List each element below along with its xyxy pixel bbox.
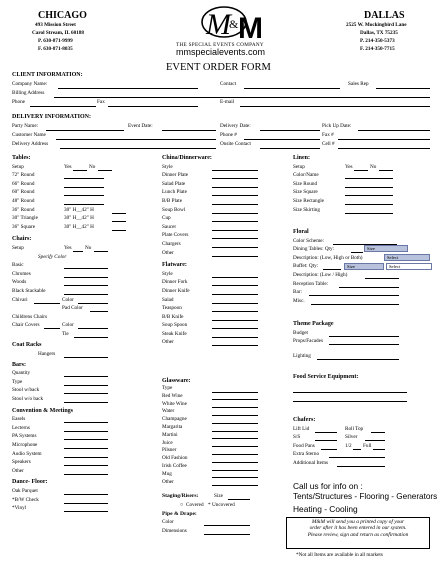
fax-field[interactable]: [108, 106, 198, 107]
buffet-size-dropdown[interactable]: Size: [344, 263, 384, 270]
china-row[interactable]: Salad Plate: [162, 180, 282, 189]
bars-heading: Bars:: [12, 361, 26, 368]
company-label: Company Name:: [12, 81, 48, 87]
hangers-row[interactable]: Hangers: [12, 350, 150, 359]
china-heading: China/Dinnerware:: [162, 155, 212, 161]
glassware-row[interactable]: White Wine: [162, 401, 282, 409]
column-middle: [162, 154, 282, 347]
desc1-row[interactable]: Description: (Low, High or Both): [293, 254, 363, 261]
chair-row[interactable]: Basic: [12, 261, 150, 270]
chair-pad-row[interactable]: Pad Color: [12, 304, 150, 313]
delivery-phone-label: Phone #: [220, 132, 237, 138]
chafer-row[interactable]: Lift Lid Roll Top: [293, 425, 433, 434]
glassware-row[interactable]: Irish Coffee: [162, 463, 282, 471]
svg-text:M: M: [238, 12, 263, 42]
convention-row[interactable]: Lecterns: [12, 424, 150, 433]
flatware-row[interactable]: Salad: [162, 296, 282, 305]
lighting-row[interactable]: Lighting: [293, 352, 433, 361]
delivery-address-label: Delivery Address: [12, 141, 49, 147]
linen-row[interactable]: Size Rectangle: [293, 197, 433, 206]
column-left: [12, 154, 150, 513]
table-row[interactable]: 48" Round: [12, 197, 150, 206]
dance-row[interactable]: *Vinyl: [12, 504, 150, 513]
china-row[interactable]: Soup Bowl: [162, 206, 282, 215]
glassware-row[interactable]: Pilsner: [162, 447, 282, 455]
delivery-date-field[interactable]: [260, 130, 320, 131]
glassware-row[interactable]: Type: [162, 385, 282, 393]
theme-heading: Theme Package: [293, 321, 334, 327]
flatware-row[interactable]: Teaspoon: [162, 304, 282, 313]
chair-row[interactable]: Chivari Color: [12, 296, 150, 305]
misc-row[interactable]: Misc.: [293, 297, 433, 306]
coat-racks-heading: Coat Racks: [12, 342, 42, 349]
svg-text:M: M: [206, 8, 231, 41]
china-row[interactable]: B/B Plate: [162, 197, 282, 206]
linen-heading: Linen:: [293, 155, 311, 161]
note-line2: order after it has been entered in our system.: [309, 525, 407, 532]
chafer-row[interactable]: Food Pans 1/2 Full: [293, 442, 433, 451]
contact-label: Contact: [220, 81, 237, 87]
chair-row[interactable]: Black Stackable: [12, 287, 150, 296]
flatware-row[interactable]: Steak Knife: [162, 330, 282, 339]
convention-row[interactable]: Easels: [12, 415, 150, 424]
dance-heading: Dance- Floor:: [12, 479, 48, 486]
dallas-citystate: Dallas, TX 75235: [360, 30, 398, 36]
tables-heading: Tables:: [12, 155, 31, 161]
linen-setup[interactable]: Setup Yes No: [293, 163, 433, 172]
chair-row[interactable]: Chromes: [12, 270, 150, 279]
bar-row[interactable]: Quantity: [12, 369, 150, 378]
fax-label: Fax: [97, 99, 105, 105]
buffet-row[interactable]: Buffet: Qty:: [293, 262, 433, 271]
delivery-date-label: Delivery Date:: [220, 123, 251, 129]
cell-field[interactable]: [338, 148, 430, 149]
event-date-field[interactable]: [162, 130, 216, 131]
dallas-city: DALLAS: [364, 10, 405, 21]
glassware-row[interactable]: Mug: [162, 471, 282, 479]
china-row[interactable]: Dinner Plate: [162, 171, 282, 180]
callout-line3: Heating - Cooling: [293, 504, 358, 514]
delivery-address-field[interactable]: [60, 148, 216, 149]
convention-row[interactable]: Other: [12, 467, 150, 476]
delivery-fax-field[interactable]: [338, 139, 430, 140]
form-title: EVENT ORDER FORM: [166, 62, 271, 73]
company-field[interactable]: [58, 88, 198, 89]
chair-tie-row[interactable]: Tie: [12, 330, 150, 339]
email-label: E-mail: [220, 99, 235, 105]
dallas-address: 2525 W. Mockingbird Lane: [346, 22, 407, 28]
convention-row[interactable]: Audio System: [12, 450, 150, 459]
tables-setup[interactable]: Setup Yes No: [12, 163, 150, 172]
flatware-row[interactable]: Soup Spoon: [162, 321, 282, 330]
convention-row[interactable]: Microphone: [12, 441, 150, 450]
convention-heading: Convention & Meetings: [12, 407, 73, 414]
note-line3: Please review, sign and return as confirmation: [307, 531, 409, 538]
table-row[interactable]: 60" Round: [12, 188, 150, 197]
delivery-heading: DELIVERY INFORMATION:: [12, 114, 91, 120]
flatware-row[interactable]: Dinner Fork: [162, 278, 282, 287]
phone-field[interactable]: [30, 106, 96, 107]
svg-text:&: &: [229, 17, 239, 31]
bar-row[interactable]: Stool w/back: [12, 386, 150, 395]
linen-row[interactable]: Size Round: [293, 180, 433, 189]
pickup-date-label: Pick Up Date:: [322, 123, 352, 129]
company-logo: [196, 4, 266, 42]
floral-heading: Floral: [293, 229, 309, 235]
company-tagline: THE SPECIAL EVENTS COMPANY: [176, 42, 264, 48]
sales-rep-label: Sales Rep: [348, 81, 369, 87]
theme-row[interactable]: Budget: [293, 329, 433, 338]
china-row[interactable]: Cup: [162, 214, 282, 223]
phone-label: Phone: [12, 99, 25, 105]
linen-row[interactable]: Size Square: [293, 188, 433, 197]
delivery-fax-label: Fax #: [322, 132, 334, 138]
color-scheme-row[interactable]: Color Scheme:: [293, 237, 433, 246]
food-service-line[interactable]: [293, 392, 407, 393]
glassware-section: [162, 378, 282, 535]
billing-field[interactable]: [54, 97, 430, 98]
chicago-address: 493 Mission Street: [35, 22, 76, 28]
confirmation-note: [286, 517, 430, 549]
chafer-row[interactable]: Extra Sterno: [293, 450, 433, 459]
pipe-heading: Pipe & Drape:: [162, 510, 197, 517]
table-row[interactable]: 72" Round: [12, 171, 150, 180]
chair-row[interactable]: Childrens Chairs: [12, 313, 48, 320]
bar-row[interactable]: Type: [12, 378, 150, 387]
dining-row[interactable]: Dining Tables: Qty:: [293, 245, 433, 254]
chairs-heading: Chairs:: [12, 236, 32, 243]
linen-row[interactable]: Size Skirting: [293, 206, 433, 215]
party-field[interactable]: [46, 130, 124, 131]
china-row[interactable]: Plate Covers: [162, 231, 282, 240]
china-row[interactable]: Chargers: [162, 240, 282, 249]
onsite-label: Onsite Contact: [220, 141, 251, 147]
dallas-phone: P. 214-350-5373: [360, 38, 395, 44]
chafers-section: [293, 416, 433, 468]
dance-row[interactable]: *B/W Check: [12, 496, 150, 505]
staging-row[interactable]: Staging/Risers: Size: [162, 492, 282, 501]
convention-row[interactable]: PA Systems: [12, 432, 150, 441]
callout-line1: Call us for info on :: [293, 481, 363, 491]
email-field[interactable]: [240, 106, 430, 107]
table-row[interactable]: 30" Triangle 30" H__42" H: [12, 214, 150, 223]
column-right: [293, 154, 433, 214]
theme-section: [293, 320, 433, 360]
chair-row[interactable]: Chair Covers Color: [12, 321, 150, 330]
glassware-row[interactable]: Margarita: [162, 424, 282, 432]
staging-covered-row[interactable]: ○ Covered * Uncovered: [180, 501, 235, 508]
food-service-heading: Food Service Equipment:: [293, 374, 359, 380]
desc1-select-dropdown[interactable]: Select: [384, 254, 430, 261]
china-row[interactable]: Style: [162, 163, 282, 172]
footnote: *Not all Items are available in all markets: [296, 552, 383, 558]
uncovered-radio-icon[interactable]: *: [208, 501, 211, 508]
callout-line2: Tents/Structures - Flooring - Generators: [293, 492, 438, 501]
linen-row[interactable]: Color/Name: [293, 171, 433, 180]
flatware-row[interactable]: Other: [162, 338, 282, 347]
table-row[interactable]: 66" Round: [12, 180, 150, 189]
flatware-heading: Flatware:: [162, 262, 187, 269]
flatware-row[interactable]: Dinner Knife: [162, 287, 282, 296]
flatware-row[interactable]: B/B Knife: [162, 313, 282, 322]
billing-label: Billing Address: [12, 90, 45, 96]
china-row[interactable]: Other: [162, 249, 282, 258]
reception-row[interactable]: Reception Table:: [293, 280, 433, 289]
desc2-row[interactable]: Description: (Low / High): [293, 271, 433, 280]
bar-row[interactable]: Stool w/o back: [12, 395, 150, 404]
customer-field[interactable]: [56, 139, 216, 140]
glassware-row[interactable]: Red Wine: [162, 393, 282, 401]
bar-row[interactable]: Bar:: [293, 288, 433, 297]
cell-label: Cell #: [322, 141, 335, 147]
flatware-row[interactable]: Style: [162, 270, 282, 279]
delivery-phone-field[interactable]: [244, 139, 320, 140]
chicago-citystate: Carol Stream, IL 60188: [32, 30, 84, 36]
glassware-row[interactable]: Water: [162, 408, 282, 416]
table-row[interactable]: 36" Square 30" H__42" H: [12, 223, 150, 232]
sales-rep-field[interactable]: [376, 88, 430, 89]
client-heading: CLIENT INFORMATION:: [12, 72, 83, 78]
chicago-city: CHICAGO: [38, 10, 87, 21]
china-row[interactable]: Saucer: [162, 223, 282, 232]
pipe-row[interactable]: Dimensions: [162, 527, 282, 536]
chafer-row[interactable]: Additional Items: [293, 459, 433, 468]
chairs-setup[interactable]: Setup Yes No: [12, 244, 150, 253]
theme-row[interactable]: Props/Facades: [293, 337, 433, 346]
glassware-row[interactable]: Champagne: [162, 416, 282, 424]
chair-row[interactable]: Woods: [12, 278, 150, 287]
glassware-row[interactable]: Other: [162, 479, 282, 487]
chicago-phone: P. 630-871-9999: [38, 38, 73, 44]
convention-row[interactable]: Speakers: [12, 458, 150, 467]
party-label: Party Name:: [12, 123, 39, 129]
pickup-date-field[interactable]: [358, 130, 430, 131]
chairs-specify: Specify Color: [38, 253, 67, 260]
company-website[interactable]: mmspecialevents.com: [176, 47, 266, 57]
onsite-field[interactable]: [260, 148, 320, 149]
contact-field[interactable]: [244, 88, 340, 89]
china-row[interactable]: Lunch Plate: [162, 188, 282, 197]
glassware-row[interactable]: Old Fashion: [162, 455, 282, 463]
covered-radio-icon[interactable]: ○: [180, 501, 184, 508]
customer-label: Customer Name: [12, 132, 46, 138]
buffet-select-dropdown[interactable]: Select: [386, 263, 432, 270]
note-line1: M&M will send you a printed copy of your: [311, 519, 405, 525]
glassware-row[interactable]: Martini: [162, 432, 282, 440]
chafers-heading: Chafers:: [293, 417, 316, 423]
table-row[interactable]: 36" Round 30" H__42" H: [12, 206, 150, 215]
glassware-heading: Glassware:: [162, 378, 191, 384]
pipe-row[interactable]: Color: [162, 518, 282, 527]
glassware-row[interactable]: Juice: [162, 440, 282, 448]
dining-size-dropdown[interactable]: Size: [364, 245, 408, 252]
chicago-fax: F. 630-871-8035: [38, 46, 73, 52]
event-date-label: Event Date:: [128, 123, 153, 129]
food-service-line[interactable]: [293, 401, 407, 402]
chafer-row[interactable]: S/S Silver: [293, 433, 433, 442]
dallas-fax: F. 214-350-7715: [360, 46, 395, 52]
dance-row[interactable]: Oak Parquet: [12, 487, 150, 496]
